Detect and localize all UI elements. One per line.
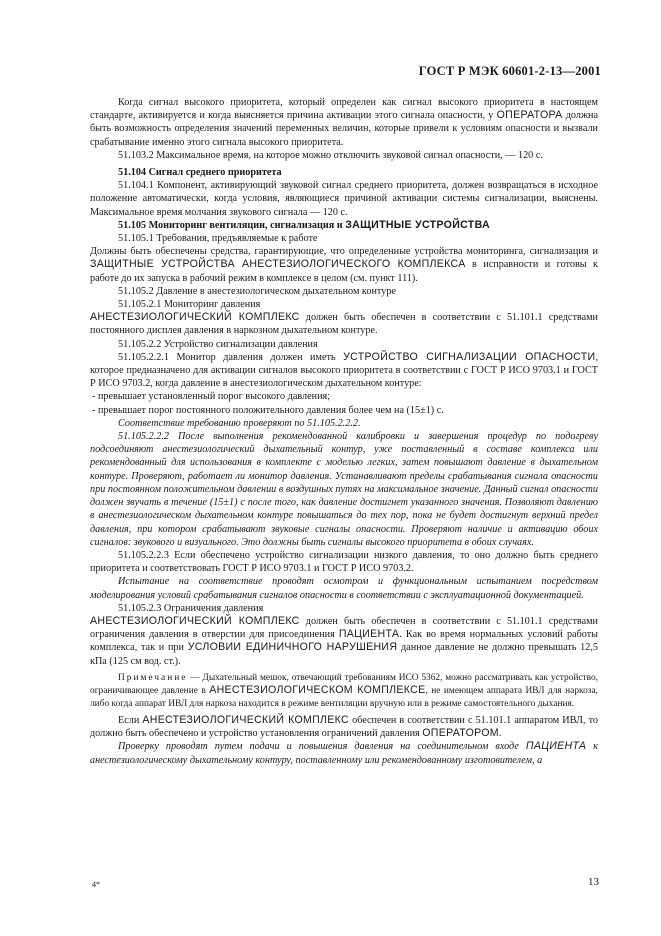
paragraph (90, 311, 598, 337)
text-run: ПАЦИЕНТА (338, 628, 400, 641)
text-run: ПАЦИЕНТА (525, 740, 587, 753)
subsection-title (90, 285, 598, 298)
text-run: 51.104.1 Компонент, активирующий звуковой сигнал среднего приоритета, должен возвращаться в исходное положение автоматически, когда условия, являющиеся причиной активации системы сигнализации, выяснены. Максимальное время молчания звукового сигнала — 120 с. (90, 180, 598, 218)
text-run: 51.105.2.1 Мониторинг давления (118, 299, 261, 311)
text-run: ОПЕРАТОРА (496, 109, 563, 122)
paragraph (90, 179, 598, 219)
text-run: Проверку проводят путем подачи и повышения давления на соединительном входе (118, 741, 526, 753)
text-run: АНЕСТЕЗИОЛОГИЧЕСКОМ КОМПЛЕКСЕ (209, 684, 426, 697)
text-run: . Как во время нормальных условий работы комплекса, так и при (90, 629, 598, 654)
text-run: УСТРОЙСТВО СИГНАЛИЗАЦИИ ОПАСНОСТИ (343, 350, 596, 363)
text-run: Если (118, 714, 143, 726)
text-run: обеспечен в соответствии с 51.101.1 аппаратом ИВЛ, то должно быть обеспечено и устройство установления ограничений давления (90, 714, 598, 740)
subsection-title (90, 298, 598, 311)
text-run: 51.105.2.2.3 Если обеспечено устройство сигнализации низкого давления, то оно должно быть среднего приоритета и соответствовать ГОСТ Р ИСО 9703.1 и ГОСТ Р ИСО 9703.2. (90, 549, 598, 575)
paragraph (90, 245, 598, 285)
text-run: - превышает порог постоянного положительного давления более чем на (15±1) с. (92, 404, 444, 416)
section-heading (90, 166, 598, 179)
text-run: , которое предназначено для активации сигналов высокого приоритета в соответствии с ГОСТ Р ИСО 9703.1 и ГОСТ Р ИСО 9703.2, когда давление в анестезиологическом дыхательном контуре: (90, 351, 599, 390)
text-run: ОПЕРАТОРОМ (422, 727, 499, 740)
section-heading (90, 219, 598, 232)
text-run: 51.105.2 Давление в анестезиологическом дыхательном контуре (118, 285, 396, 297)
subsection-title (90, 232, 598, 245)
paragraph (90, 549, 598, 575)
text-run: УСЛОВИИ ЕДИНИЧНОГО НАРУШЕНИЯ (187, 641, 398, 654)
text-run: Должны быть обеспечены средства, гарантирующие, что определенные устройства мониторинга, сигнализация и (90, 246, 598, 258)
text-run: , не имеющем аппарата ИВЛ для наркоза, либо когда аппарат ИВЛ для наркоза находится в режиме вентиляции вручную или в режиме самостоятельного дыхания. (90, 686, 598, 709)
text-run: должен быть обеспечен в соответствии с 51.101.1 средствами постоянного дисплея давления в наркозном дыхательном контуре. (90, 312, 598, 337)
text-run: 51.105.2.2.1 Монитор давления должен иметь (118, 351, 344, 363)
text-run: данное давление не должно превышать 12,5 кПа (125 см вод. ст.). (90, 642, 598, 667)
text-run: АНЕСТЕЗИОЛОГИЧЕСКИЙ КОМПЛЕКС (90, 311, 300, 324)
text-run: Когда сигнал высокого приоритета, который определен как сигнал высокого приоритета в настоящем стандарте, активируется и когда выясняется причина активации этого сигнала опасности, у (90, 97, 598, 122)
paragraph (90, 96, 598, 149)
text-run: 51.103.2 Максимальное время, на которое можно отключить звуковой сигнал опасности, — 120 с. (118, 149, 543, 161)
text-run: АНЕСТЕЗИОЛОГИЧЕСКИЙ КОМПЛЕКС (90, 614, 300, 627)
text-run: 51.105.2.2 Устройство сигнализации давления (118, 338, 318, 350)
text-run: 51.105.2.2.2 После выполнения рекомендованной калибровки и завершения процедур по подогреву подсоединяют анестезиологический дыхательный контур, уже поставленный в составе комплекса или рекомендованный для использования в комплекте с моделью легких, затем повышают давление в дыхательном контуре. Проверяют, работает ли монитор давления. Устанавливают пределы срабатывания сигнала опасности при постоянном положительном давлении в воздушных путях на максимальное значение. Данный сигнал опасности должен звучать в течение (15±1) с после того, как давление достигнет указанного значения. Позволяют давлению в анестезиологическом дыхательном контуре повышаться до тех пор, пока не будет достигнут верхний предел давления, при котором срабатывают звуковые сигналы опасности. Проверяют наличие и активацию обоих сигналов: звукового и визуального. Это должны быть сигналы высокого приоритета в обоих случаях. (90, 431, 598, 548)
note (90, 672, 598, 710)
text-run: Испытание на соответствие проводят осмотром и функциональным испытанием посредством моделирования условий срабатывания сигналов опасности в соответствии с эксплуатационной документацией. (90, 576, 598, 601)
page-body (90, 96, 598, 767)
subsection-title (90, 602, 598, 615)
text-run: должен быть обеспечен в соответствии с 51.101.1 средствами ограничения давления в отверстии для присоединения (90, 615, 598, 641)
text-run: . (498, 728, 502, 740)
list-item (90, 404, 598, 417)
text-run: Примечание (118, 672, 188, 683)
subsection-title (90, 338, 598, 351)
text-run: должна быть возможность определения значений переменных величин, которые привели к условиям опасности и вызвали срабатывание именно этого сигнала высокого приоритета. (90, 110, 598, 148)
test-procedure (90, 575, 598, 601)
test-procedure (90, 430, 598, 549)
text-run: к анестезиологическому дыхательному контуру, поставленному или рекомендованному изготовителем, а (90, 741, 598, 766)
document-code-header: ГОСТ Р МЭК 60601-2-13—2001 (418, 64, 601, 78)
compliance-note (90, 417, 598, 430)
paragraph (90, 714, 598, 740)
text-run: 51.105 Мониторинг вентиляции, сигнализация и (118, 219, 346, 231)
text-run: в исправности и готовы к работе до их запуска в рабочий режим в комплексе в целом (см. пункт 111). (90, 259, 598, 284)
signature-mark: 4* (92, 880, 100, 889)
paragraph (90, 615, 598, 668)
page-number: 13 (588, 876, 599, 888)
test-procedure (90, 740, 598, 766)
list-item (90, 390, 598, 403)
paragraph (90, 351, 598, 391)
text-run: — Дыхательный мешок, отвечающий требованиям ИСО 5362, можно рассматривать как устройство, ограничивающее давление в (90, 672, 598, 697)
text-run: АНЕСТЕЗИОЛОГИЧЕСКИЙ КОМПЛЕКС (142, 713, 349, 726)
text-run: 51.105.1 Требования, предъявляемые к работе (118, 233, 318, 245)
text-run: ЗАЩИТНЫЕ УСТРОЙСТВА (345, 218, 490, 231)
text-run: ЗАЩИТНЫЕ УСТРОЙСТВА АНЕСТЕЗИОЛОГИЧЕСКОГО КОМПЛЕКСА (90, 258, 466, 271)
paragraph (90, 149, 598, 162)
text-run: - превышает установленный порог высокого давления; (92, 391, 331, 403)
text-run: 51.105.2.3 Ограничения давления (118, 602, 264, 614)
text-run: 51.104 Сигнал среднего приоритета (118, 167, 282, 179)
text-run: Соответствие требованию проверяют по 51.105.2.2.2. (118, 417, 361, 429)
